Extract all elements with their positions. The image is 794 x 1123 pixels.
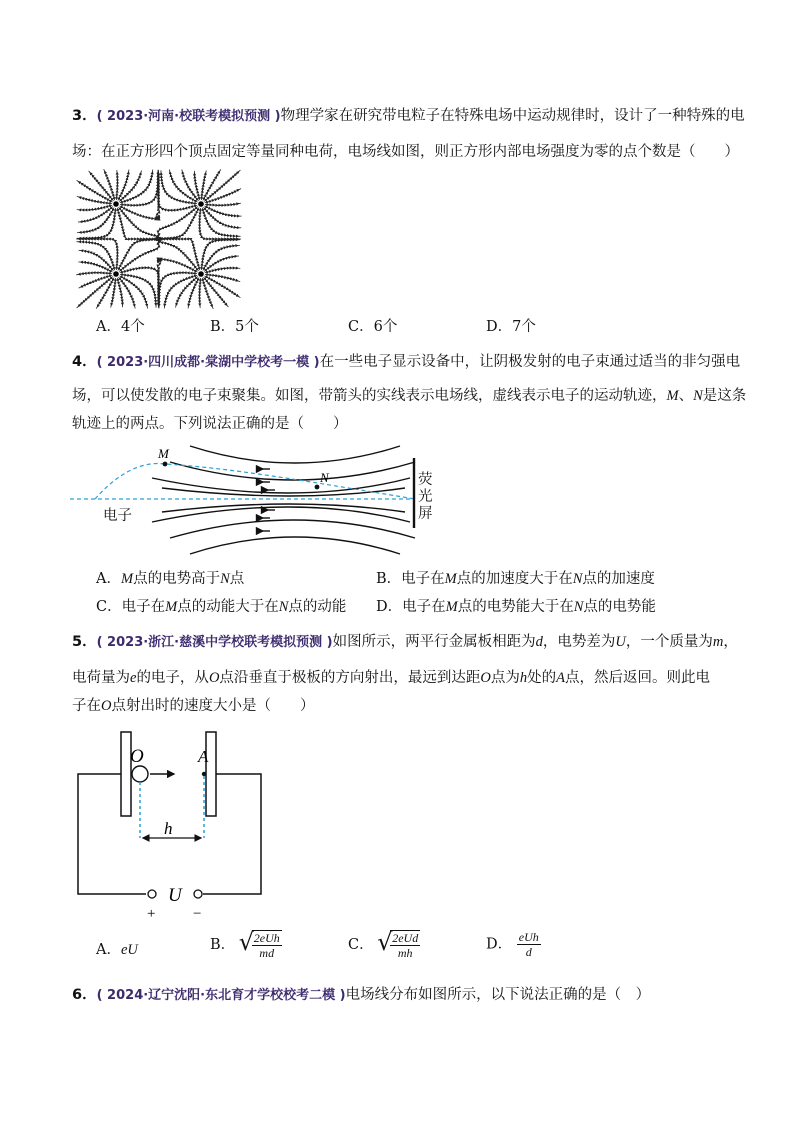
field-line-40: [76, 273, 112, 275]
q5-stem-line1: [72, 632, 738, 653]
q5-opt-c-num: √ 2eUd: [392, 931, 419, 945]
q4-opt-d-m: M: [445, 599, 458, 615]
q6-text-1: 电场线分布如图所示，以下说法正确的是（ ）: [345, 987, 651, 1003]
q4-opt-a-text: 点的电势高于: [133, 571, 221, 587]
q5-var-o: O: [208, 670, 220, 686]
q5-option-a[interactable]: [96, 940, 138, 960]
q4-opt-a-letter: A．: [96, 571, 121, 587]
field-line-9: [77, 180, 113, 202]
q4-field-lines: [152, 446, 415, 554]
field-line-53: [188, 278, 199, 309]
q5-opt-b-letter: B．: [210, 937, 236, 953]
field-line-60: [201, 240, 240, 270]
q5-opt-d-num: eUh: [518, 930, 539, 944]
q5-var-o3: O: [101, 698, 112, 714]
q4-opt-c-text: 点的动能大于在: [177, 599, 279, 615]
q3-number: 3．: [72, 108, 97, 124]
q3-stem-line1: [72, 106, 745, 127]
field-line-2: [119, 207, 160, 239]
field-line-3: [117, 208, 160, 239]
q5-terminal-plus: [148, 890, 156, 898]
q4-opt-c-letter: C．: [96, 599, 122, 615]
q4-opt-a-n: N: [220, 571, 230, 587]
field-line-22: [157, 207, 198, 240]
q4-opt-b-letter: B．: [376, 571, 402, 587]
q5-label-a: A: [198, 747, 209, 766]
q4-opt-b-pre: 电子在: [401, 571, 445, 587]
q4-opt-a-end: 点: [229, 571, 245, 587]
q5-stem-line3: [72, 696, 314, 716]
q4-stem-line2: [72, 386, 746, 406]
q5-option-c[interactable]: [348, 930, 420, 960]
q5-opt-d-den: d: [525, 945, 532, 959]
q5-text-3a: 子在: [72, 698, 101, 714]
q5-opt-d-letter: D．: [486, 936, 513, 953]
q5-text-1a: 如图所示，两平行金属板相距为: [332, 634, 536, 650]
q5-var-h: h: [519, 670, 528, 686]
q3-stem-line2: [72, 142, 739, 162]
q4-opt-d-end: 点的电势能: [583, 599, 656, 615]
q5-number: 5．: [72, 634, 97, 650]
q6-number: 6．: [72, 987, 97, 1003]
q5-label-u: U: [168, 885, 182, 906]
q4-opt-b-text: 点的加速度大于在: [456, 571, 573, 587]
q4-opt-c-pre: 电子在: [121, 599, 166, 615]
q5-stem-line2: [72, 668, 710, 688]
q5-text-2c: 点沿垂直于极板的方向射出，最远到达距: [219, 670, 481, 686]
q5-label-h: h: [164, 819, 173, 838]
field-line-61: [203, 245, 240, 270]
field-line-35: [117, 278, 122, 307]
q5-left-wire: [78, 774, 146, 894]
charge-bottom-right: [198, 271, 204, 277]
field-line-10: [89, 171, 114, 201]
q5-opt-b-den: md: [259, 946, 275, 960]
q4-label-m: M: [158, 446, 169, 461]
q5-text-2b: 的电子，从: [136, 670, 209, 686]
field-line-50: [204, 277, 229, 307]
q5-var-o2: O: [480, 670, 491, 686]
q4-label-n: N: [320, 470, 329, 485]
q5-var-d: d: [535, 634, 543, 650]
field-line-52: [200, 278, 201, 308]
q4-option-d[interactable]: [376, 597, 656, 617]
q5-option-b[interactable]: [210, 930, 282, 960]
q5-capacitor-figure: [72, 728, 272, 924]
q5-text-1b: ，电势差为: [542, 634, 616, 650]
q4-source: ( 2023·四川成都·棠湖中学校考一模 ): [96, 355, 320, 370]
q4-label-electron: 电子: [103, 508, 132, 524]
q4-opt-d-letter: D．: [376, 599, 403, 615]
q4-number: 4．: [72, 354, 97, 370]
q6-source: ( 2024·辽宁沈阳·东北育才学校校考二模 ): [96, 988, 346, 1003]
q4-option-b[interactable]: [376, 569, 655, 589]
q4-screen-char-3: 屏: [418, 506, 433, 522]
field-line-58: [158, 239, 199, 271]
q5-opt-c-sqrt: [378, 930, 420, 960]
q5-text-1d: ，: [723, 634, 738, 650]
q4-text-3: 轨迹上的两点。下列说法正确的是（ ）: [72, 416, 348, 432]
q5-opt-a-value: eU: [120, 942, 138, 958]
charge-bottom-left: [113, 271, 119, 277]
q5-opt-d-frac: [517, 930, 541, 959]
q4-opt-c-m: M: [165, 599, 178, 615]
q4-opt-d-pre: 电子在: [402, 599, 446, 615]
q5-text-1c: ，一个质量为: [625, 634, 713, 650]
q4-opt-c-end: 点的动能: [288, 599, 347, 615]
q5-source: ( 2023·浙江·慈溪中学校联考模拟预测 ): [96, 635, 333, 650]
field-line-14: [119, 171, 141, 202]
q4-m-var: M: [666, 388, 679, 404]
field-line-5: [77, 208, 114, 233]
q4-opt-d-n: N: [573, 599, 584, 615]
q4-opt-d-text: 点的电势能大于在: [457, 599, 574, 615]
q5-option-d[interactable]: [486, 930, 541, 959]
q3-option-d[interactable]: D．7个: [486, 319, 536, 335]
field-line-12: [116, 170, 117, 200]
q3-text-1: 物理学家在研究带电粒子在特殊电场中运动规律时，设计了一种特殊的电: [280, 108, 745, 124]
q4-electron-path: [95, 464, 415, 499]
field-line-4: [77, 208, 116, 238]
field-line-21: [158, 208, 199, 240]
q4-point-m: [163, 462, 168, 467]
q4-opt-b-end: 点的加速度: [582, 571, 655, 587]
q5-label-o: O: [130, 746, 144, 767]
q3-field-figure: [75, 168, 243, 310]
q4-stem-line3: [72, 414, 348, 434]
q3-source: ( 2023·河南·校联考模拟预测 ): [96, 109, 281, 124]
q5-terminal-minus: [194, 890, 202, 898]
q3-text-2: 场：在正方形四个顶点固定等量同种电荷，电场线如图，则正方形内部电场强度为零的点个数是（ ）: [72, 144, 739, 160]
q4-opt-b-n: N: [572, 571, 583, 587]
q5-right-plate: [206, 732, 216, 816]
q5-left-plate: [121, 732, 131, 816]
q4-text-2: 场，可以使发散的电子束聚集。如图，带箭头的实线表示电场线，虚线表示电子的运动轨迹，: [72, 388, 667, 404]
q4-screen-char-2: 光: [418, 489, 433, 505]
field-line-59: [157, 239, 200, 270]
q3-option-c[interactable]: C．6个: [348, 319, 398, 335]
q5-electron: [132, 766, 148, 782]
field-line-8: [77, 196, 112, 203]
q5-opt-c-letter: C．: [348, 937, 374, 953]
q5-text-2a: 电荷量为: [72, 670, 130, 686]
q4-option-a[interactable]: [96, 569, 244, 589]
q5-text-2d: 点为: [490, 670, 520, 686]
field-line-48: [205, 274, 240, 281]
q5-text-3b: 点射出时的速度大小是（ ）: [111, 698, 315, 714]
q3-option-a[interactable]: A．4个: [96, 319, 145, 335]
q5-label-minus: −: [193, 906, 202, 922]
field-line-46: [119, 239, 160, 272]
charge-top-left: [113, 201, 119, 207]
q5-opt-a-letter: A．: [96, 942, 121, 958]
q5-var-u: U: [615, 634, 626, 650]
field-line-13: [118, 170, 129, 201]
q5-point-a: [202, 772, 206, 776]
q3-option-b[interactable]: B．5个: [210, 319, 259, 335]
q4-point-n: [315, 485, 320, 490]
q5-label-plus: +: [147, 906, 156, 922]
q4-opt-b-m: M: [444, 571, 457, 587]
q5-opt-b-num: √ 2eUh: [253, 931, 280, 945]
q4-sep: 、: [678, 388, 694, 404]
q5-opt-b-sqrt: [240, 930, 282, 960]
q4-stem-line1: [72, 352, 740, 373]
q5-var-e: e: [130, 670, 137, 686]
q6-stem-line1: [72, 985, 650, 1006]
q4-opt-a-m: M: [120, 571, 134, 587]
q4-opt-c-n: N: [278, 599, 289, 615]
q4-label-screen: [418, 472, 433, 523]
q4-field-figure: [70, 440, 450, 558]
q4-option-c[interactable]: [96, 597, 346, 617]
field-line-7: [77, 205, 113, 210]
q5-text-2e: 处的: [527, 670, 557, 686]
q4-screen-char-1: 荧: [418, 472, 433, 488]
q5-opt-c-den: mh: [397, 946, 413, 960]
field-line-63: [205, 268, 241, 273]
charge-top-right: [198, 201, 204, 207]
q4-text-2-end: 是这条: [702, 388, 747, 404]
field-line-31: [205, 189, 241, 203]
q5-text-2f: 点，然后返回。则此电: [565, 670, 711, 686]
field-line-16: [205, 203, 241, 205]
field-line-45: [118, 238, 159, 270]
field-line-27: [194, 171, 199, 200]
q5-var-m: m: [712, 634, 724, 650]
q4-text-1: 在一些电子显示设备中，让阴极发射的电子束通过适当的非匀强电: [319, 354, 741, 370]
field-line-49: [205, 276, 241, 298]
q5-var-a: A: [556, 670, 566, 686]
q4-n-var: N: [693, 388, 703, 404]
field-line-54: [176, 277, 198, 308]
